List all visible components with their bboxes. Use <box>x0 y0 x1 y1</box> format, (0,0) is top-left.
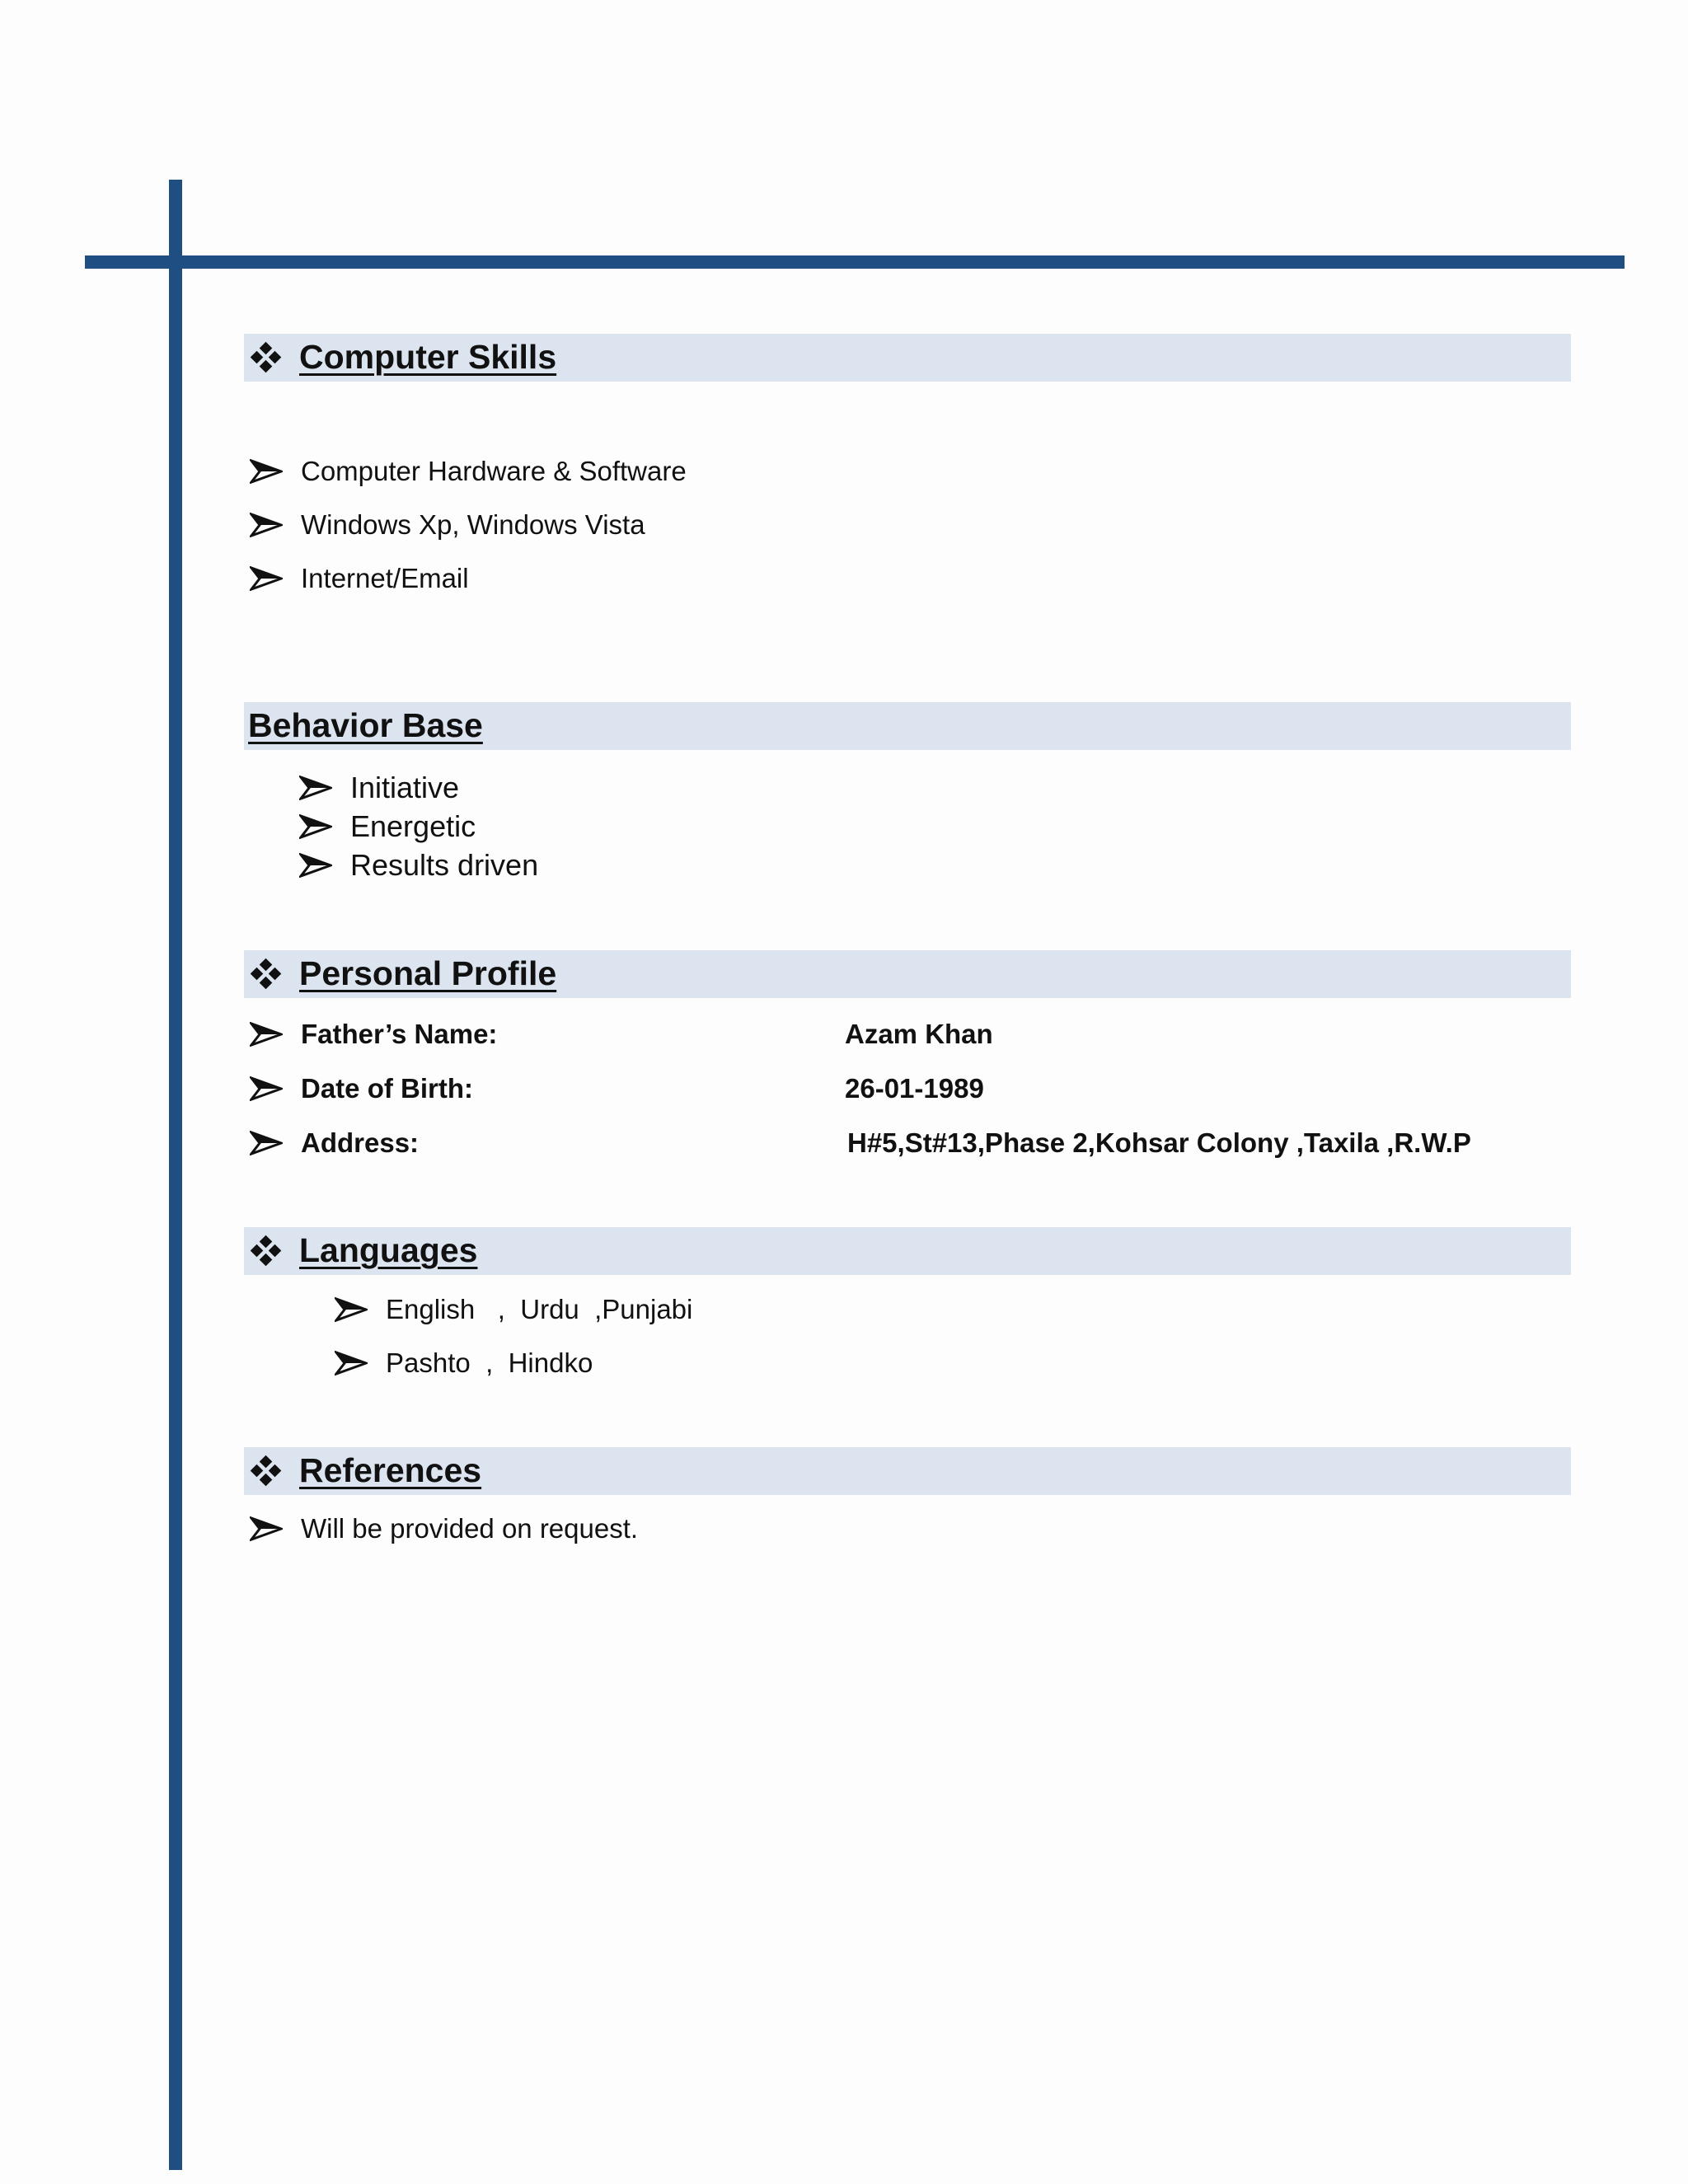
profile-label <box>250 1019 497 1050</box>
profile-row <box>250 1073 1568 1106</box>
profile-label <box>250 1127 419 1159</box>
list-item <box>299 848 539 882</box>
languages-heading <box>250 1231 478 1269</box>
arrow-bullet-icon <box>335 1351 368 1376</box>
arrow-bullet-icon <box>250 1076 283 1101</box>
references-heading <box>250 1451 482 1489</box>
diamond-cluster-icon <box>250 341 283 374</box>
date-of-birth-value: 26-01-1989 <box>845 1073 984 1104</box>
list-item <box>250 1515 638 1542</box>
arrow-bullet-icon <box>250 1131 283 1155</box>
address-label: Address: <box>301 1127 420 1158</box>
behavior-item-text: Energetic <box>350 809 476 843</box>
behavior-item-text: Initiative <box>350 771 460 804</box>
arrow-bullet-icon <box>250 566 283 591</box>
languages-line: English , Urdu ,Punjabi <box>386 1294 693 1324</box>
computer-skills-title: Computer Skills <box>299 338 557 376</box>
languages-title: Languages <box>299 1231 478 1269</box>
profile-row <box>250 1019 1568 1052</box>
personal-profile-title: Personal Profile <box>299 954 557 992</box>
arrow-bullet-icon <box>250 1022 283 1047</box>
profile-label <box>250 1073 473 1104</box>
arrow-bullet-icon <box>299 776 332 800</box>
arrow-bullet-icon <box>250 1516 283 1541</box>
languages-line: Pashto , Hindko <box>386 1347 593 1378</box>
vertical-accent-bar <box>169 180 182 2170</box>
list-item <box>250 457 687 485</box>
personal-profile-heading <box>250 954 557 992</box>
arrow-bullet-icon <box>299 853 332 878</box>
computer-skills-heading <box>250 340 556 374</box>
behavior-item-text: Results driven <box>350 848 539 882</box>
list-item <box>299 809 476 843</box>
date-of-birth-label: Date of Birth: <box>301 1073 473 1104</box>
address-value: H#5,St#13,Phase 2,Kohsar Colony ,Taxila ,R.W.P <box>847 1127 1471 1158</box>
behavior-base-title: Behavior Base <box>248 706 483 744</box>
behavior-base-heading <box>248 706 483 744</box>
arrow-bullet-icon <box>250 459 283 484</box>
fathers-name-label: Father’s Name: <box>301 1019 498 1049</box>
list-item <box>335 1294 692 1325</box>
arrow-bullet-icon <box>250 513 283 537</box>
arrow-bullet-icon <box>335 1297 368 1322</box>
profile-row <box>250 1127 1568 1160</box>
skill-item-text: Internet/Email <box>301 563 469 593</box>
references-title: References <box>299 1451 482 1489</box>
list-item <box>299 773 459 803</box>
references-text: Will be provided on request. <box>301 1513 639 1544</box>
list-item <box>250 511 645 538</box>
diamond-cluster-icon <box>250 1455 283 1488</box>
skill-item-text: Computer Hardware & Software <box>301 456 687 486</box>
horizontal-accent-bar <box>85 255 1625 269</box>
skill-item-text: Windows Xp, Windows Vista <box>301 509 645 540</box>
arrow-bullet-icon <box>299 814 332 839</box>
diamond-cluster-icon <box>250 1235 283 1268</box>
diamond-cluster-icon <box>250 958 283 991</box>
list-item <box>335 1347 593 1379</box>
list-item <box>250 565 469 592</box>
fathers-name-value: Azam Khan <box>845 1019 993 1049</box>
